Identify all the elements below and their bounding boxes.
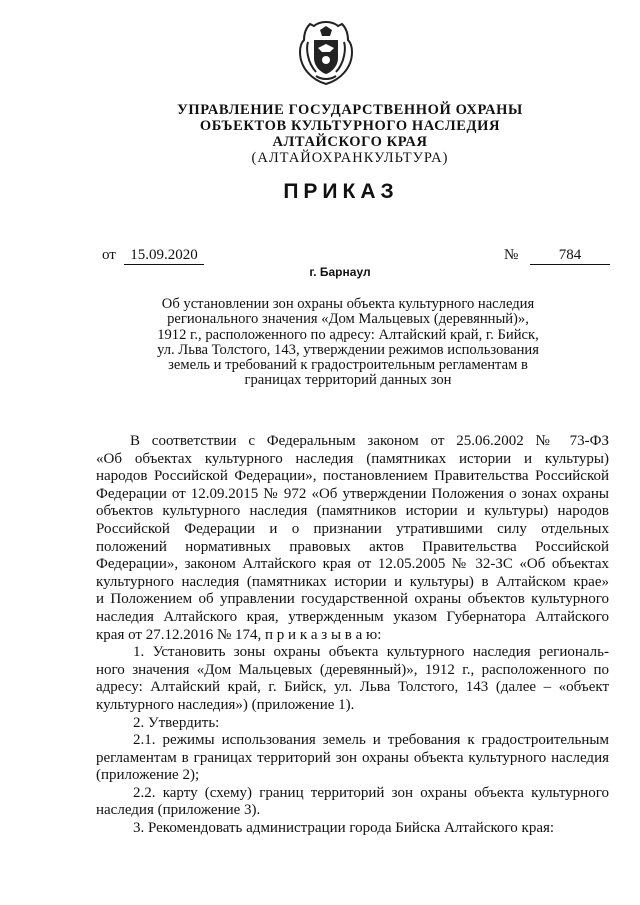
date-value: 15.09.2020: [124, 247, 204, 265]
city-label: г. Барнаул: [309, 265, 371, 279]
body-line: культурного наследия») (приложение 1).: [96, 696, 355, 713]
altai-krai-coat-of-arms-icon: [296, 18, 356, 88]
subject-line: ул. Льва Толстого, 143, утверждении режимов использования: [157, 341, 539, 358]
body-line: 2.1. режимы использования земель и требования к градостроительным: [133, 732, 609, 749]
body-line: «Об объектах культурного наследия (памятниках истории и культуры): [96, 450, 609, 467]
body-line: ного значения «Дом Мальцевых (деревянный)», 1912 г., расположенного по: [96, 661, 609, 678]
subject-line: Об установлении зон охраны объекта культурного наследия: [161, 296, 535, 312]
body-line: объектов культурного наследия (памятников истории и культуры) народов: [96, 503, 609, 520]
document-title: ПРИКАЗ: [283, 180, 399, 203]
body-line: регламентам в границах территорий зон охраны объекта культурного наследия: [96, 749, 609, 766]
subject-line: земель и требований к градостроительным регламентам в: [168, 357, 528, 374]
subject-line: регионального значения «Дом Мальцевых (деревянный)»,: [167, 311, 529, 328]
agency-line: АЛТАЙСКОГО КРАЯ: [272, 134, 428, 150]
body-line: 3. Рекомендовать администрации города Бийска Алтайского края:: [133, 820, 555, 837]
agency-line: (АЛТАЙОХРАНКУЛЬТУРА): [251, 150, 449, 166]
body-line: Федерации от 12.09.2015 № 972 «Об утверждении Положения о зонах охраны: [96, 485, 609, 502]
number-value: 784: [530, 247, 610, 265]
document-subject: [120, 297, 576, 389]
body-line: Федерации», законом Алтайского края от 12.05.2005 № 32-ЗС «Об объектах: [96, 556, 609, 573]
body-line: положений нормативных правовых актов Правительства Российской: [96, 538, 609, 555]
body-line: Российской Федерации и о признании утратившими силу отдельных: [96, 520, 609, 537]
agency-name: [0, 102, 640, 166]
body-line: народов Российской Федерации», постановлением Правительства Российской: [96, 468, 609, 485]
body-line: (приложение 2);: [96, 767, 200, 784]
body-line: адресу: Алтайский край, г. Бийск, ул. Льва Толстого, 143 (далее – «объект: [96, 679, 609, 696]
body-line: наследия (приложение 3).: [96, 802, 261, 819]
body-line: 1. Установить зоны охраны объекта культурного наследия региональ-: [133, 644, 609, 661]
document-body: [96, 433, 609, 838]
body-line: В соответствии с Федеральным законом от 25.06.2002 № 73-ФЗ: [130, 433, 609, 449]
body-line: наследия Алтайского края, утвержденным указом Губернатора Алтайского: [96, 608, 609, 625]
subject-line: 1912 г., расположенного по адресу: Алтайский край, г. Бийск,: [157, 326, 539, 343]
number-label: №: [504, 247, 519, 263]
subject-line: границах территорий данных зон: [244, 372, 452, 389]
agency-line: ОБЪЕКТОВ КУЛЬТУРНОГО НАСЛЕДИЯ: [199, 118, 501, 134]
body-line: 2.2. карту (схему) границ территорий зон охраны объекта культурного: [133, 784, 609, 801]
body-line: 2. Утвердить:: [133, 714, 220, 731]
body-line: культурного наследия (памятниках истории и культуры) в Алтайском крае»: [96, 573, 609, 590]
body-line: края от 27.12.2016 № 174, п р и к а з ы в а ю:: [96, 626, 382, 643]
body-line: и Положением об управлении государственной охраны объектов культурного: [96, 591, 609, 608]
date-label: от: [102, 247, 116, 263]
agency-line: УПРАВЛЕНИЕ ГОСУДАРСТВЕННОЙ ОХРАНЫ: [177, 102, 523, 118]
